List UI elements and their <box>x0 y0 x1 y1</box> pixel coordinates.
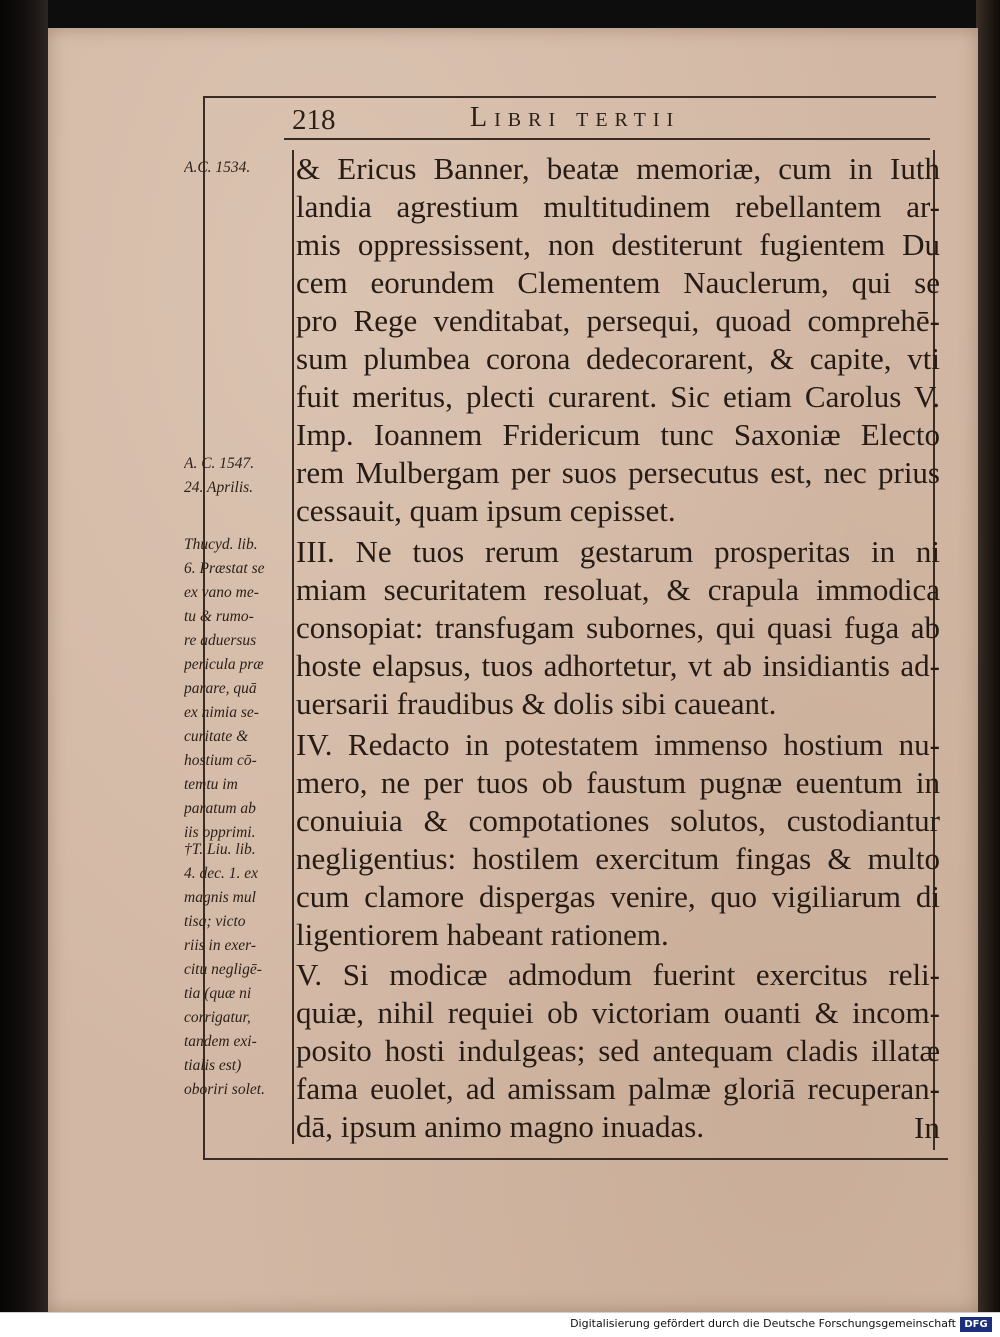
margin-note-citation <box>184 533 296 845</box>
margin-note-date <box>184 452 296 500</box>
margin-note-line: tu & rumo- <box>184 608 254 625</box>
margin-note-line: tandem exi- <box>184 1033 257 1050</box>
body-line: & Ericus Banner, beatæ memoriæ, cum in Iuth <box>296 151 940 186</box>
body-line: rem Mulbergam per suos persecutus est, nec prius <box>296 455 940 490</box>
body-line: posito hosti indulgeas; sed antequam cladis illatæ <box>296 1033 940 1068</box>
body-line: Imp. Ioannem Fridericum tunc Saxoniæ Electo <box>296 417 940 452</box>
margin-note-line: curitate & <box>184 728 249 745</box>
body-line: mis oppressissent, non destiterunt fugientem Du <box>296 227 940 262</box>
margin-note-line: 6. Præstat se <box>184 560 265 577</box>
margin-note-line: oboriri solet. <box>184 1081 265 1098</box>
margin-note-line: ex vano me- <box>184 584 259 601</box>
margin-note-line: parare, quā <box>184 680 257 697</box>
body-line: V. Si modicæ admodum fuerint exercitus reli- <box>296 957 940 992</box>
margin-note-line: iis opprimi. <box>184 824 256 841</box>
margin-note-line: A.C. 1534. <box>184 159 251 176</box>
body-line: IV. Redacto in potestatem immenso hostium nu- <box>296 727 940 762</box>
body-line: conuiuia & compotationes solutos, custodiantur <box>296 803 940 838</box>
body-line: ligentiorem habeant rationem. <box>296 917 669 952</box>
body-line: consopiat: transfugam subornes, qui quasi fuga ab <box>296 610 940 645</box>
body-line: mero, ne per tuos ob faustum pugnæ euentum in <box>296 765 940 800</box>
body-line: negligentius: hostilem exercitum fingas & multo <box>296 841 940 876</box>
body-line: landia agrestium multitudinem rebellantem ar- <box>296 189 940 224</box>
margin-note-line: A. C. 1547. <box>184 455 255 472</box>
body-line: cessauit, quam ipsum cepisset. <box>296 493 676 528</box>
bottom-rule <box>204 1158 948 1160</box>
body-line: hoste elapsus, tuos adhortetur, vt ab insidiantis ad- <box>296 648 940 683</box>
margin-note-line: ex nimia se- <box>184 704 259 721</box>
body-line: fuit meritus, plecti curarent. Sic etiam Carolus V. <box>296 379 940 414</box>
body-line: III. Ne tuos rerum gestarum prosperitas in ni <box>296 534 940 569</box>
margin-note-line: tia (quæ ni <box>184 985 252 1002</box>
margin-note-citation <box>184 838 296 1102</box>
funding-credit: Digitalisierung gefördert durch die Deutsche Forschungsgemeinschaft <box>570 1317 956 1330</box>
body-line: sum plumbea corona dedecorarent, & capite, vti <box>296 341 940 376</box>
margin-note-line: tisq; victo <box>184 913 246 930</box>
margin-note-line: temtu im <box>184 776 238 793</box>
margin-note-line: hostium cō- <box>184 752 257 769</box>
margin-note-line: 24. Aprilis. <box>184 479 254 496</box>
header-rule-bottom <box>284 138 930 140</box>
body-line: miam securitatem resoluat, & crapula immodica <box>296 572 940 607</box>
running-title: Libri tertii <box>470 102 681 133</box>
margin-note-date <box>184 156 296 180</box>
margin-note-line: Thucyd. lib. <box>184 536 258 553</box>
margin-note-line: citu negligē- <box>184 961 262 978</box>
body-line: fama euolet, ad amissam palmæ gloriā recuperan- <box>296 1071 940 1106</box>
margin-note-line: corrigatur, <box>184 1009 251 1026</box>
digitization-footer <box>0 1312 1000 1337</box>
margin-note-line: paratum ab <box>184 800 256 817</box>
body-line: cem eorundem Clementem Nauclerum, qui se <box>296 265 940 300</box>
dfg-logo: DFG <box>960 1317 992 1332</box>
margin-note-line: tialis est) <box>184 1057 242 1074</box>
body-line: cum clamore dispergas venire, quo vigiliarum di <box>296 879 940 914</box>
body-line: dā, ipsum animo magno inuadas. <box>296 1109 705 1144</box>
catchword: In <box>914 1110 940 1145</box>
header-rule-top <box>204 96 936 98</box>
margin-note-line: riis in exer- <box>184 937 257 954</box>
margin-note-line: †T. Liu. lib. <box>184 841 256 858</box>
book-spine-shadow <box>0 0 48 1312</box>
margin-note-line: magnis mul <box>184 889 256 906</box>
page-edge-shadow <box>976 0 1000 1312</box>
body-line: uersarii fraudibus & dolis sibi caueant. <box>296 686 777 721</box>
page-number: 218 <box>292 104 336 136</box>
margin-note-line: 4. dec. 1. ex <box>184 865 259 882</box>
body-line: quiæ, nihil requiei ob victoriam ouanti & incom- <box>296 995 940 1030</box>
margin-note-line: re aduersus <box>184 632 257 649</box>
margin-note-line: pericula præ <box>184 656 264 673</box>
body-line: pro Rege venditabat, persequi, quoad comprehē- <box>296 303 940 338</box>
